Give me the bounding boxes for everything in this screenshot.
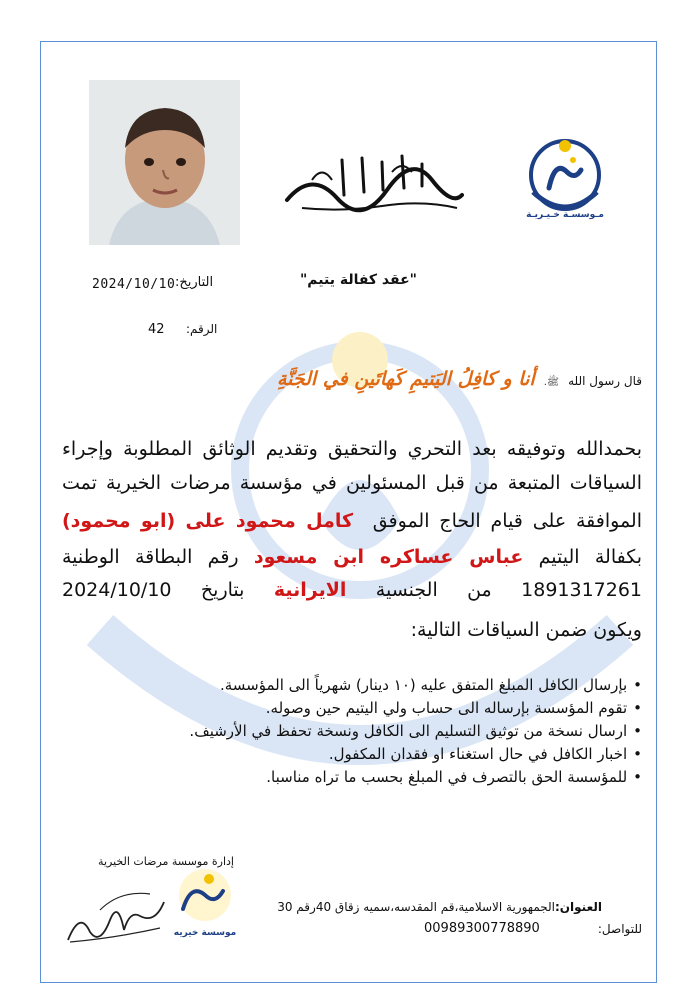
logo-subtitle: مـوسسـة خـيـريـة	[526, 210, 604, 220]
body-line-1: بحمدالله وتوفيقه بعد التحري والتحقيق وتقديم الوثائق المطلوبة وإجراء	[62, 438, 642, 460]
nationality-label: من الجنسية	[375, 579, 492, 601]
date-label-inline: بتاريخ	[200, 579, 245, 601]
contract-date: 2024/10/10	[62, 579, 172, 601]
address-label: العنوان:	[555, 900, 602, 914]
body-line-6: ويكون ضمن السياقات التالية:	[410, 619, 642, 641]
basmala-calligraphy-icon	[282, 150, 467, 220]
handwritten-signature-icon	[60, 880, 170, 950]
contract-title: "عقد كفالة يتيم"	[300, 272, 417, 288]
list-item: •تقوم المؤسسة بإرساله الى حساب ولي اليتيم حين وصوله.	[265, 699, 642, 717]
hadith-line	[82, 368, 642, 390]
orphan-text: بكفالة اليتيم	[538, 546, 642, 568]
date-value: 2024/10/10	[92, 277, 176, 292]
body-line-3	[62, 509, 642, 533]
sponsor-name: كامل محمود على (ابو محمود)	[62, 510, 354, 532]
date-label: التاريخ:	[175, 275, 214, 290]
list-item: •ارسال نسخة من توثيق التسليم الى الكافل ونسخة تحفظ في الأرشيف.	[189, 722, 642, 740]
hadith-text: أنا و كافِلُ اليَتيمِ كَهاتَينِ في الجَنَّةِ	[276, 368, 535, 390]
nationality: الايرانية	[273, 579, 347, 601]
body-line-4	[62, 545, 642, 569]
address: الجمهورية الاسلامية،قم المقدسه،سميه زقاق 40رقم 30	[277, 900, 555, 914]
body-line-2: السياقات المتبعة من قبل المسئولين في مؤسسة مرضات الخيرية تمت	[62, 472, 642, 494]
hadith-intro: قال رسول الله	[568, 374, 642, 388]
admin-signature-label: إدارة موسسة مرضات الخيرية	[98, 855, 234, 868]
contact-label: للتواصل:	[597, 922, 642, 936]
number-value: 42	[148, 322, 165, 337]
list-item: •بإرسال الكافل المبلغ المتفق عليه (١٠ دينار) شهرياً الى المؤسسة.	[219, 676, 642, 694]
id-label: رقم البطاقة الوطنية	[62, 546, 239, 568]
approval-text: الموافقة على قيام الحاج الموفق	[372, 510, 642, 532]
phone-number: 00989300778890	[424, 921, 540, 936]
list-item: •اخبار الكافل في حال استغناء او فقدان المكفول.	[328, 745, 642, 763]
footer-logo-icon	[165, 865, 245, 943]
child-photo-icon	[89, 80, 240, 245]
number-label: الرقم:	[186, 322, 218, 336]
orphan-name: عباس عساكره ابن مسعود	[253, 546, 524, 568]
id-number: 1891317261	[521, 579, 643, 601]
body-line-5	[62, 578, 642, 602]
saw-glyph: ﷺ.	[543, 377, 559, 388]
footer-logo-subtitle: موسسة خيريه	[173, 928, 237, 938]
list-item: •للمؤسسة الحق بالتصرف في المبلغ بحسب ما تراه مناسبا.	[266, 768, 642, 786]
conditions-list	[82, 674, 642, 789]
